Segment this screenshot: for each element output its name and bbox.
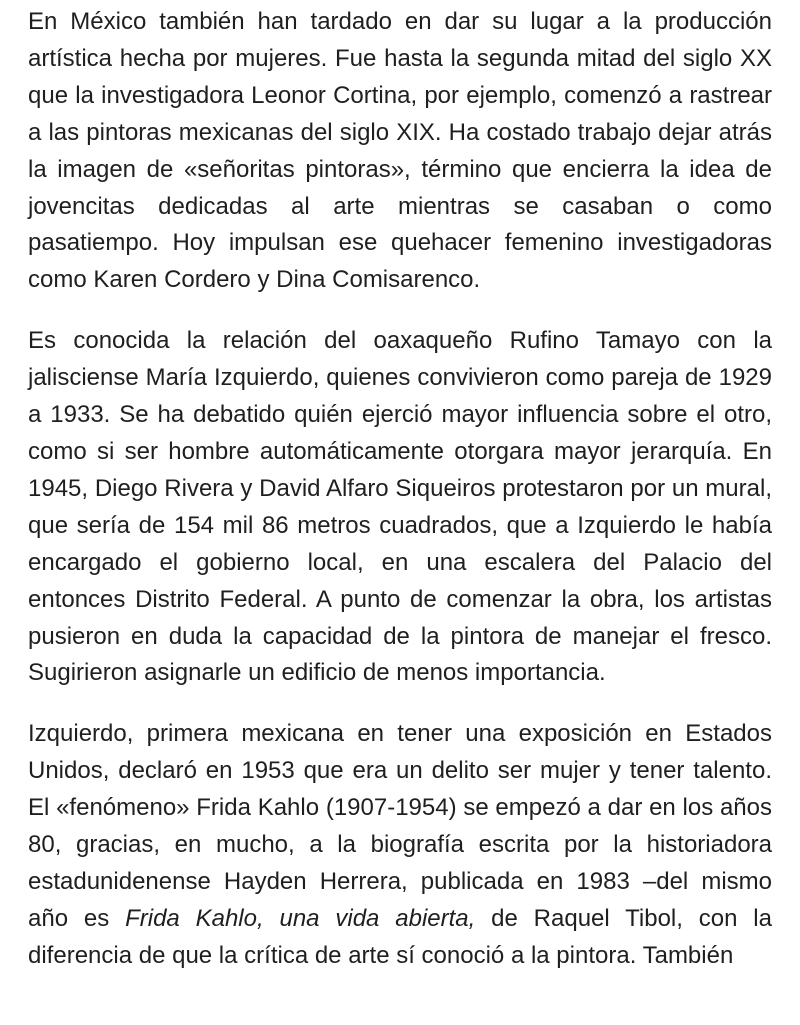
paragraph-3-text-after: de Raquel Tibol, con la diferencia de que la crítica de arte sí conoció a la pintora. También xyxy=(28,904,772,969)
paragraph-3-text-before: Izquierdo, primera mexicana en tener una exposición en Estados Unidos, declaró en 1953 que era un delito ser mujer y tener talento. El «fenómeno» Frida Kahlo (1907-1954) se empezó a dar en los años 80, gracias, en mucho, a la biografía escrita por la historiadora estadunidenense Hayden Herrera, publicada en 1983 –del mismo año es xyxy=(28,720,772,932)
article-body xyxy=(28,4,772,999)
book-title-italic: Frida Kahlo, una vida abierta, xyxy=(125,904,476,932)
paragraph-1: En México también han tardado en dar su lugar a la producción artística hecha por mujeres. Fue hasta la segunda mitad del siglo XX que la investigadora Leonor Cortina, por ejemplo, comenzó a rastrear a las pintoras mexicanas del siglo XIX. Ha costado trabajo dejar atrás la imagen de «señoritas pintoras», término que encierra la idea de jovencitas dedicadas al arte mientras se casaban o como pasatiempo. Hoy impulsan ese quehacer femenino investigadoras como Karen Cordero y Dina Comisarenco. xyxy=(28,8,772,294)
paragraph-2: Es conocida la relación del oaxaqueño Rufino Tamayo con la jalisciense María Izquierdo, quienes convivieron como pareja de 1929 a 1933. Se ha debatido quién ejerció mayor influencia sobre el otro, como si ser hombre automáticamente otorgara mayor jerarquía. En 1945, Diego Rivera y David Alfaro Siqueiros protestaron por un mural, que sería de 154 mil 86 metros cuadrados, que a Izquierdo le había encargado el gobierno local, en una escalera del Palacio del entonces Distrito Federal. A punto de comenzar la obra, los artistas pusieron en duda la capacidad de la pintora de manejar el fresco. Sugirieron asignarle un edificio de menos importancia. xyxy=(28,327,772,687)
paragraph-3 xyxy=(28,716,772,974)
